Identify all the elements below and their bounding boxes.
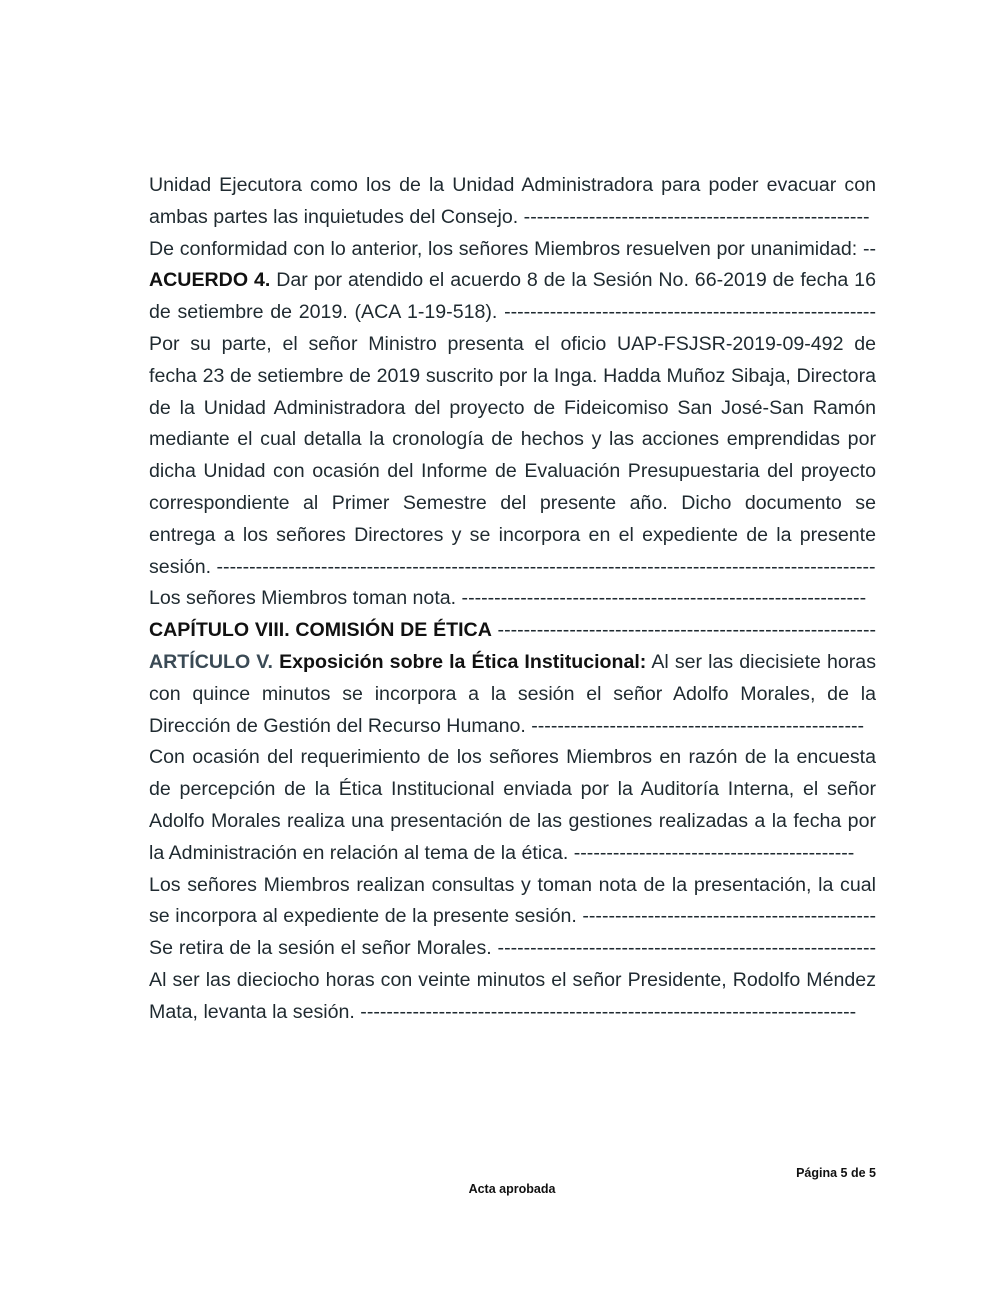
text-line bbox=[149, 170, 876, 202]
footer-note: Acta aprobada bbox=[468, 1182, 556, 1196]
line-text: entrega a los señores Directores y se incorpora en el expediente de la presente bbox=[149, 523, 876, 546]
text-line bbox=[149, 742, 876, 774]
line-text: Al ser las dieciocho horas con veinte minutos el señor Presidente, Rodolfo Méndez bbox=[149, 968, 876, 991]
text-line bbox=[149, 297, 876, 329]
text-line bbox=[149, 933, 876, 965]
text-line bbox=[149, 424, 876, 456]
line-text: con quince minutos se incorpora a la sesión el señor Adolfo Morales, de la bbox=[149, 682, 876, 705]
text-line bbox=[149, 393, 876, 425]
line-text: la Administración en relación al tema de la ética. ------------------------------------------- bbox=[149, 841, 855, 864]
line-text: de percepción de la Ética Institucional enviada por la Auditoría Interna, el señor bbox=[149, 778, 876, 801]
text-line bbox=[149, 997, 876, 1029]
line-text: dicha Unidad con ocasión del Informe de Evaluación Presupuestaria del proyecto bbox=[149, 460, 876, 483]
text-line bbox=[149, 234, 876, 266]
bold-heading: ACUERDO 4. bbox=[149, 269, 271, 292]
line-text: fecha 23 de setiembre de 2019 suscrito por la Inga. Hadda Muñoz Sibaja, Directora bbox=[149, 364, 876, 387]
line-text: Al ser las diecisiete horas bbox=[646, 650, 876, 673]
line-text: Se retira de la sesión el señor Morales. ---------------------------------------------------------- bbox=[149, 937, 876, 960]
line-text: se incorpora al expediente de la presente sesión. --------------------------------------------- bbox=[149, 905, 876, 928]
text-line bbox=[149, 965, 876, 997]
line-text: Con ocasión del requerimiento de los señores Miembros en razón de la encuesta bbox=[149, 746, 876, 769]
text-line bbox=[149, 456, 876, 488]
line-text: Por su parte, el señor Ministro presenta el oficio UAP-FSJSR-2019-09-492 de bbox=[149, 332, 876, 355]
text-line bbox=[149, 647, 876, 679]
document-body bbox=[149, 170, 876, 1029]
text-line bbox=[149, 202, 876, 234]
text-line bbox=[149, 806, 876, 838]
text-line bbox=[149, 838, 876, 870]
line-text: de setiembre de 2019. (ACA 1-19-518). --------------------------------------------------------- bbox=[149, 301, 876, 324]
page-number: Página 5 de 5 bbox=[796, 1166, 876, 1180]
line-text: ---------------------------------------------------------- bbox=[491, 619, 876, 642]
text-line bbox=[149, 901, 876, 933]
text-line bbox=[149, 520, 876, 552]
text-line bbox=[149, 870, 876, 902]
line-text: Dirección de Gestión del Recurso Humano. --------------------------------------------------- bbox=[149, 714, 865, 737]
line-text: sesión. ----------------------------------------------------------------------------------------------------- bbox=[149, 555, 876, 578]
bold-heading: CAPÍTULO VIII. COMISIÓN DE ÉTICA bbox=[149, 619, 492, 642]
article-heading: ARTÍCULO V. bbox=[149, 650, 274, 673]
line-text: ambas partes las inquietudes del Consejo. ----------------------------------------------------- bbox=[149, 205, 870, 228]
line-text: Los señores Miembros toman nota. -------------------------------------------------------------- bbox=[149, 587, 867, 610]
line-text: Unidad Ejecutora como los de la Unidad Administradora para poder evacuar con bbox=[149, 174, 876, 196]
line-text: Los señores Miembros realizan consultas y toman nota de la presentación, la cual bbox=[149, 873, 876, 896]
text-line bbox=[149, 488, 876, 520]
text-line bbox=[149, 679, 876, 711]
text-line bbox=[149, 329, 876, 361]
line-text: Dar por atendido el acuerdo 8 de la Sesión No. 66-2019 de fecha 16 bbox=[270, 269, 876, 292]
line-text: correspondiente al Primer Semestre del presente año. Dicho documento se bbox=[149, 491, 876, 514]
line-text: Mata, levanta la sesión. ---------------------------------------------------------------------------- bbox=[149, 1000, 857, 1023]
text-line bbox=[149, 774, 876, 806]
line-text: Adolfo Morales realiza una presentación de las gestiones realizadas a la fecha por bbox=[149, 809, 876, 832]
text-line bbox=[149, 583, 876, 615]
text-line bbox=[149, 265, 876, 297]
bold-heading: Exposición sobre la Ética Institucional: bbox=[273, 650, 647, 673]
line-text: mediante el cual detalla la cronología de hechos y las acciones emprendidas por bbox=[149, 428, 876, 451]
text-line bbox=[149, 711, 876, 743]
text-line bbox=[149, 615, 876, 647]
line-text: De conformidad con lo anterior, los señores Miembros resuelven por unanimidad: -- bbox=[149, 237, 876, 260]
line-text: de la Unidad Administradora del proyecto de Fideicomiso San José-San Ramón bbox=[149, 396, 876, 419]
text-line bbox=[149, 361, 876, 393]
text-line bbox=[149, 552, 876, 584]
